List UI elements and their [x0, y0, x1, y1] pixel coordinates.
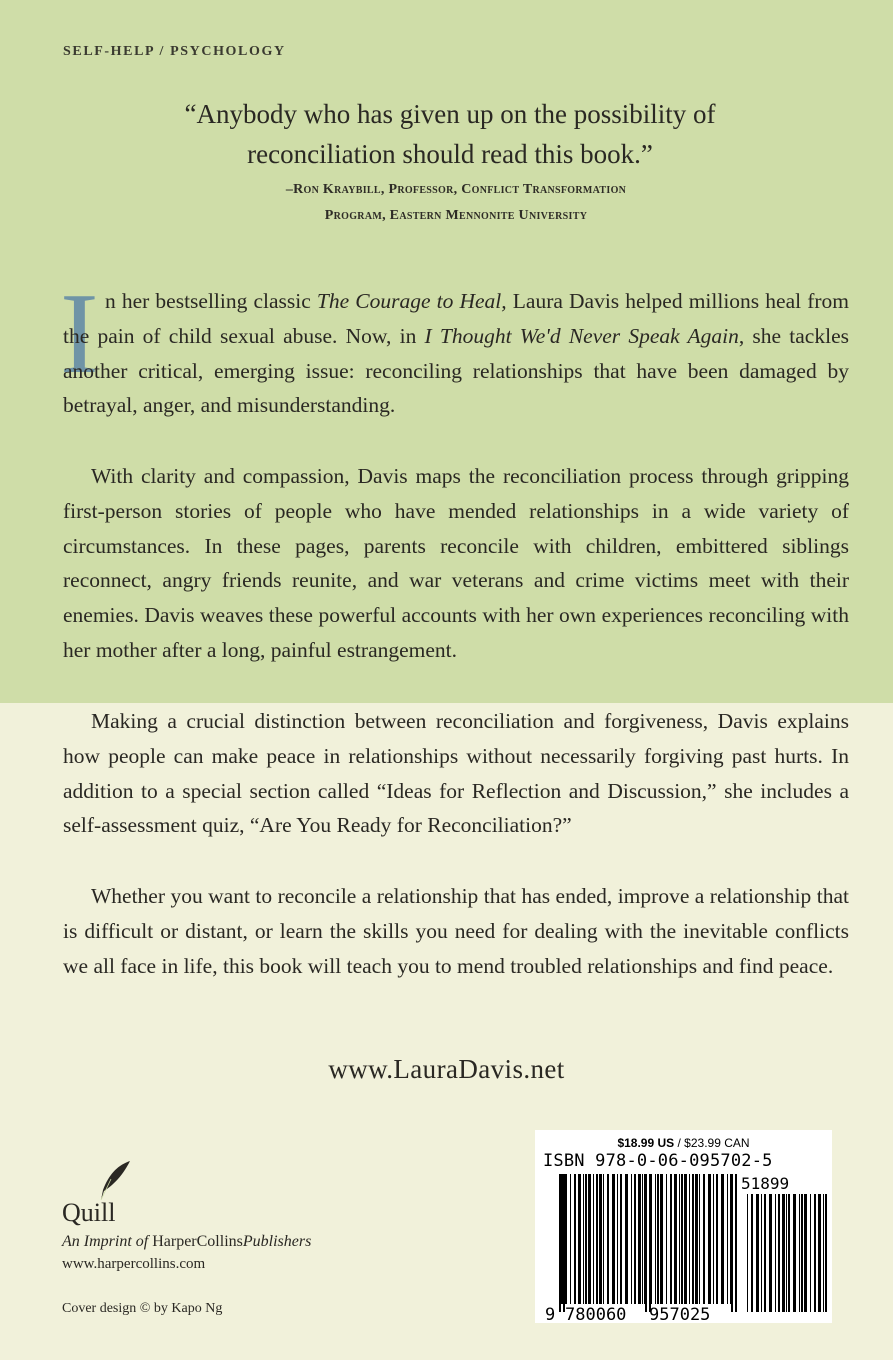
body-paragraph-3: Making a crucial distinction between reconciliation and forgiveness, Davis explains how people can make peace in relationships without necessarily forgiving past hurts. In addition to a special section called “Ideas for Reflection and Discussion,” she includes a self-assessment quiz, “Are You Ready for Reconciliation?”	[63, 709, 849, 838]
ean-left-digits: 780060	[565, 1305, 627, 1322]
barcode-bar	[681, 1174, 683, 1304]
body-paragraph-1	[63, 284, 849, 423]
quote-attribution	[100, 177, 812, 229]
barcode-guard-bar	[731, 1174, 733, 1312]
barcode-guard-bar	[649, 1174, 651, 1312]
imprint-suffix: Publishers	[242, 1233, 312, 1250]
barcode-bar	[666, 1174, 667, 1304]
barcode-bar	[769, 1194, 772, 1312]
imprint-line	[62, 1233, 311, 1251]
price-can: $23.99 CAN	[684, 1136, 750, 1150]
addon-digits: 51899	[741, 1174, 790, 1193]
book-title-never-speak-again: I Thought We'd Never Speak Again	[424, 323, 739, 348]
barcode-bar	[786, 1194, 787, 1312]
barcode-bar	[804, 1194, 807, 1312]
barcode-bar	[674, 1174, 677, 1304]
author-website: www.LauraDavis.net	[328, 1054, 565, 1084]
barcode-bar	[631, 1174, 632, 1304]
barcode-bar	[660, 1174, 663, 1304]
imprint-prefix: An Imprint of	[62, 1233, 149, 1250]
barcode-guard-bar	[559, 1174, 561, 1312]
barcode-bar	[818, 1194, 821, 1312]
barcode-bar	[585, 1174, 587, 1304]
barcode-bar	[588, 1174, 591, 1304]
book-title-courage-to-heal: The Courage to Heal,	[316, 289, 507, 313]
barcode-bar	[788, 1194, 790, 1312]
barcode-bar	[721, 1174, 724, 1304]
barcode-bar	[793, 1194, 796, 1312]
barcode-guard-bar	[735, 1174, 737, 1312]
para1-text-c: , she tackles another critical, emerging issue: reconciling relationships that have been damaged by betrayal, anger, and misunderstanding.	[63, 323, 849, 418]
barcode-bar	[612, 1174, 615, 1304]
barcode-bar	[607, 1174, 609, 1304]
quote-line-1: “Anybody who has given up on the possibility of	[184, 99, 716, 129]
barcode-bar	[775, 1194, 776, 1312]
ean-right-digits: 957025	[649, 1305, 711, 1322]
body-paragraph-2: With clarity and compassion, Davis maps the reconciliation process through gripping first-person stories of people who have mended relationships in a wide variety of circumstances. In these pages, parents reconcile with children, embittered siblings reconnect, angry friends reunite, and war veterans and crime victims meet with their enemies. Davis weaves these powerful accounts with her own experiences reconciling with her mother after a long, painful estrangement.	[63, 464, 849, 662]
barcode-guard-bar	[563, 1174, 565, 1312]
barcode-bar	[751, 1194, 753, 1312]
barcode-bar	[810, 1194, 811, 1312]
barcode-bar	[695, 1174, 698, 1304]
cover-design-credit: Cover design © by Kapo Ng	[62, 1301, 223, 1316]
para1-text-b: Laura Davis helped millions heal from the pain of child sexual abuse. Now, in	[63, 289, 849, 348]
barcode-bar	[634, 1174, 636, 1304]
barcode-bar	[583, 1174, 584, 1304]
barcode-box	[535, 1130, 832, 1323]
barcode-bar	[679, 1174, 680, 1304]
imprint-house: HarperCollins	[152, 1233, 243, 1250]
ean-prefix-digit: 9	[545, 1305, 556, 1322]
barcode-bar	[617, 1174, 618, 1304]
price-line	[535, 1136, 832, 1150]
barcode-bar	[561, 1174, 563, 1304]
attribution-line-2: Program, Eastern Mennonite University	[324, 208, 588, 223]
barcode-bar	[716, 1174, 718, 1304]
barcode-bar	[761, 1194, 762, 1312]
barcode-bar	[599, 1174, 602, 1304]
barcode-bar	[570, 1174, 571, 1304]
publisher-url: www.harpercollins.com	[62, 1256, 206, 1272]
barcode-bar	[684, 1174, 687, 1304]
addon-bars	[747, 1194, 827, 1312]
ean-bars	[559, 1174, 737, 1312]
barcode-bar	[747, 1194, 748, 1312]
quote-line-2: reconciliation should read this book.”	[247, 139, 653, 169]
drop-cap: I	[60, 270, 99, 398]
barcode-bar	[814, 1194, 816, 1312]
barcode-bar	[713, 1174, 714, 1304]
barcode-bar	[620, 1174, 622, 1304]
barcode-bar	[801, 1194, 803, 1312]
category-label: SELF-HELP / PSYCHOLOGY	[63, 44, 286, 59]
barcode-bar	[642, 1174, 643, 1304]
barcode-bar	[578, 1174, 581, 1304]
barcode-bar	[670, 1174, 672, 1304]
barcode-bar	[823, 1194, 824, 1312]
barcode-bar	[799, 1194, 800, 1312]
endorsement-quote	[100, 94, 800, 174]
barcode-bar	[574, 1174, 576, 1304]
barcode-bar	[596, 1174, 598, 1304]
barcode-bar	[708, 1174, 711, 1304]
barcode-bar	[782, 1194, 785, 1312]
isbn-number: ISBN 978-0-06-095702-5	[543, 1151, 773, 1171]
barcode-bar	[692, 1174, 694, 1304]
price-us: $18.99 US	[617, 1136, 675, 1150]
barcode-icon	[545, 1172, 829, 1322]
barcode-bar	[603, 1174, 604, 1304]
barcode-bar	[703, 1174, 705, 1304]
barcode-bar	[764, 1194, 766, 1312]
barcode-bar	[727, 1174, 728, 1304]
barcode-bar	[699, 1174, 700, 1304]
barcode-bar	[778, 1194, 780, 1312]
barcode-bar	[825, 1194, 827, 1312]
barcode-bar	[657, 1174, 659, 1304]
publisher-name: Quill	[62, 1198, 116, 1227]
price-separator: /	[674, 1136, 685, 1150]
barcode-bar	[689, 1174, 690, 1304]
barcode-guard-bar	[645, 1174, 647, 1312]
body-paragraph-4: Whether you want to reconcile a relationship that has ended, improve a relationship that is difficult or distant, or learn the skills you need for dealing with the inevitable conflicts we all face in life, this book will teach you to mend troubled relationships and find peace.	[63, 884, 849, 978]
para1-text-a: n her bestselling classic	[105, 289, 317, 313]
barcode-bar	[593, 1174, 594, 1304]
barcode-bar	[638, 1174, 641, 1304]
barcode-bar	[655, 1174, 656, 1304]
attribution-line-1: –Ron Kraybill, Professor, Conflict Transformation	[285, 182, 627, 197]
barcode-bar	[625, 1174, 628, 1304]
barcode-bar	[756, 1194, 759, 1312]
quill-feather-icon	[98, 1160, 132, 1202]
